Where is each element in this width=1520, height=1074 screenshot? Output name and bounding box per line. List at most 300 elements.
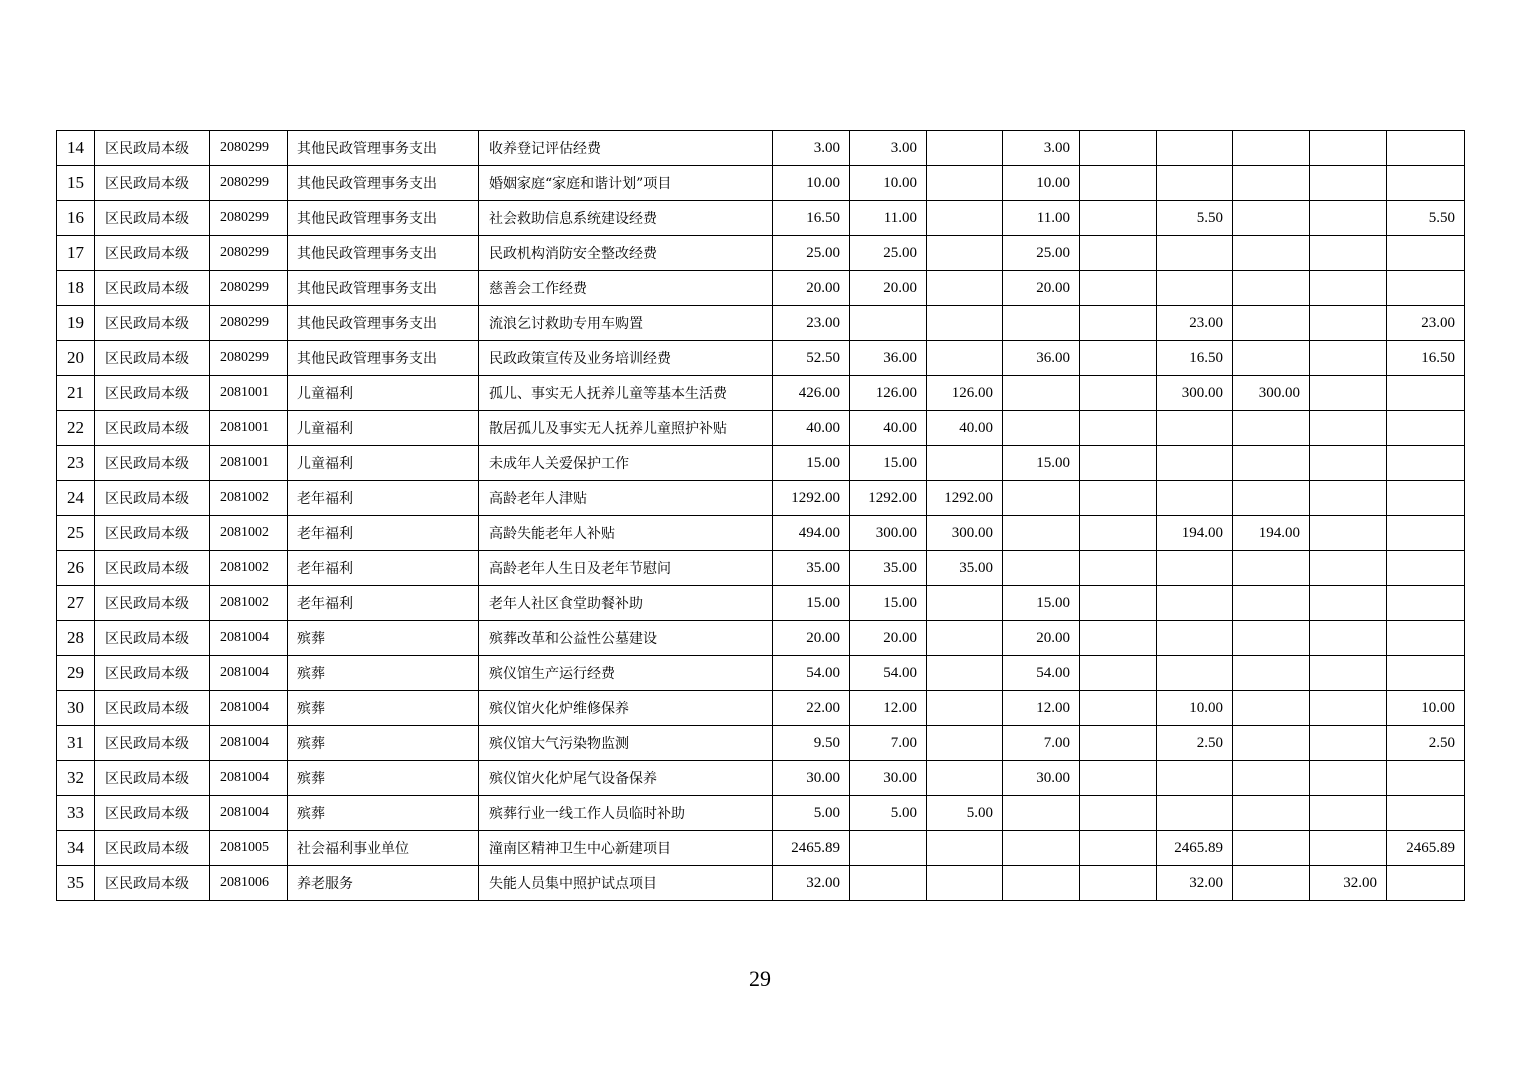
amount-col-2-cell: 15.00 [850,446,927,481]
function-code-cell: 2080299 [210,341,288,376]
table-row [57,516,1465,551]
amount-col-3-cell: 1292.00 [927,481,1003,516]
unit-name-cell: 区民政局本级 [95,866,210,901]
unit-name-cell: 区民政局本级 [95,691,210,726]
table-row [57,481,1465,516]
row-number-cell: 18 [57,271,95,306]
amount-col-9-cell [1387,376,1465,411]
row-number-cell: 14 [57,131,95,166]
amount-col-8-cell [1310,621,1387,656]
table-row [57,166,1465,201]
unit-name-cell: 区民政局本级 [95,621,210,656]
amount-col-5-cell [1080,341,1157,376]
amount-col-3-cell [927,656,1003,691]
amount-col-8-cell [1310,341,1387,376]
amount-col-4-cell [1003,796,1080,831]
amount-col-8-cell [1310,586,1387,621]
row-number-cell: 32 [57,761,95,796]
row-number-cell: 25 [57,516,95,551]
project-name-cell: 孤儿、事实无人抚养儿童等基本生活费 [479,376,773,411]
project-name-cell: 殡仪馆火化炉维修保养 [479,691,773,726]
function-code-cell: 2081001 [210,446,288,481]
amount-col-4-cell: 3.00 [1003,131,1080,166]
amount-col-4-cell: 30.00 [1003,761,1080,796]
amount-col-3-cell [927,586,1003,621]
amount-col-2-cell: 3.00 [850,131,927,166]
project-name-cell: 殡仪馆生产运行经费 [479,656,773,691]
amount-col-2-cell: 25.00 [850,236,927,271]
table-row [57,341,1465,376]
amount-col-8-cell [1310,306,1387,341]
amount-col-7-cell [1233,726,1310,761]
project-name-cell: 高龄老年人生日及老年节慰问 [479,551,773,586]
amount-col-5-cell [1080,376,1157,411]
amount-col-6-cell [1157,131,1233,166]
amount-col-9-cell [1387,656,1465,691]
total-amount-cell: 32.00 [773,866,850,901]
function-category-cell: 儿童福利 [288,376,479,411]
row-number-cell: 21 [57,376,95,411]
amount-col-5-cell [1080,586,1157,621]
unit-name-cell: 区民政局本级 [95,446,210,481]
amount-col-7-cell [1233,831,1310,866]
amount-col-6-cell: 10.00 [1157,691,1233,726]
amount-col-9-cell [1387,131,1465,166]
function-code-cell: 2081005 [210,831,288,866]
amount-col-3-cell [927,621,1003,656]
amount-col-7-cell [1233,586,1310,621]
amount-col-7-cell [1233,411,1310,446]
amount-col-4-cell: 10.00 [1003,166,1080,201]
function-category-cell: 其他民政管理事务支出 [288,271,479,306]
amount-col-6-cell [1157,446,1233,481]
amount-col-6-cell: 194.00 [1157,516,1233,551]
unit-name-cell: 区民政局本级 [95,656,210,691]
amount-col-7-cell [1233,761,1310,796]
total-amount-cell: 20.00 [773,621,850,656]
total-amount-cell: 54.00 [773,656,850,691]
total-amount-cell: 20.00 [773,271,850,306]
amount-col-3-cell: 5.00 [927,796,1003,831]
total-amount-cell: 494.00 [773,516,850,551]
function-category-cell: 其他民政管理事务支出 [288,201,479,236]
total-amount-cell: 5.00 [773,796,850,831]
table-row [57,691,1465,726]
function-code-cell: 2081006 [210,866,288,901]
amount-col-5-cell [1080,306,1157,341]
function-code-cell: 2081004 [210,691,288,726]
project-name-cell: 民政政策宣传及业务培训经费 [479,341,773,376]
amount-col-5-cell [1080,691,1157,726]
amount-col-3-cell: 300.00 [927,516,1003,551]
amount-col-8-cell [1310,551,1387,586]
total-amount-cell: 426.00 [773,376,850,411]
amount-col-7-cell [1233,131,1310,166]
amount-col-6-cell [1157,656,1233,691]
row-number-cell: 30 [57,691,95,726]
table-row [57,131,1465,166]
amount-col-9-cell [1387,761,1465,796]
amount-col-8-cell [1310,691,1387,726]
amount-col-4-cell: 20.00 [1003,271,1080,306]
amount-col-4-cell [1003,376,1080,411]
function-category-cell: 养老服务 [288,866,479,901]
function-category-cell: 殡葬 [288,691,479,726]
amount-col-3-cell [927,236,1003,271]
amount-col-7-cell [1233,446,1310,481]
amount-col-3-cell: 40.00 [927,411,1003,446]
amount-col-3-cell [927,201,1003,236]
amount-col-4-cell: 11.00 [1003,201,1080,236]
project-name-cell: 失能人员集中照护试点项目 [479,866,773,901]
amount-col-5-cell [1080,656,1157,691]
amount-col-6-cell: 300.00 [1157,376,1233,411]
amount-col-4-cell: 7.00 [1003,726,1080,761]
amount-col-9-cell: 23.00 [1387,306,1465,341]
table-row [57,621,1465,656]
unit-name-cell: 区民政局本级 [95,796,210,831]
page-number: 29 [749,966,771,991]
project-name-cell: 高龄老年人津贴 [479,481,773,516]
amount-col-8-cell: 32.00 [1310,866,1387,901]
table-row [57,236,1465,271]
amount-col-3-cell [927,306,1003,341]
budget-table [56,130,1465,901]
amount-col-7-cell: 194.00 [1233,516,1310,551]
row-number-cell: 34 [57,831,95,866]
amount-col-5-cell [1080,831,1157,866]
amount-col-3-cell: 35.00 [927,551,1003,586]
amount-col-9-cell [1387,271,1465,306]
amount-col-2-cell [850,831,927,866]
amount-col-9-cell: 2465.89 [1387,831,1465,866]
amount-col-7-cell [1233,866,1310,901]
amount-col-4-cell: 36.00 [1003,341,1080,376]
row-number-cell: 29 [57,656,95,691]
project-name-cell: 民政机构消防安全整改经费 [479,236,773,271]
table-row [57,586,1465,621]
table-row [57,866,1465,901]
amount-col-7-cell [1233,166,1310,201]
table-row [57,376,1465,411]
amount-col-2-cell: 10.00 [850,166,927,201]
table-row [57,656,1465,691]
amount-col-7-cell [1233,306,1310,341]
function-code-cell: 2081002 [210,551,288,586]
row-number-cell: 28 [57,621,95,656]
amount-col-7-cell [1233,796,1310,831]
row-number-cell: 19 [57,306,95,341]
table-row [57,446,1465,481]
amount-col-4-cell [1003,866,1080,901]
unit-name-cell: 区民政局本级 [95,166,210,201]
amount-col-8-cell [1310,481,1387,516]
amount-col-9-cell [1387,481,1465,516]
row-number-cell: 27 [57,586,95,621]
unit-name-cell: 区民政局本级 [95,481,210,516]
amount-col-6-cell [1157,551,1233,586]
amount-col-6-cell [1157,796,1233,831]
table-row [57,201,1465,236]
amount-col-2-cell: 7.00 [850,726,927,761]
amount-col-5-cell [1080,236,1157,271]
amount-col-6-cell [1157,166,1233,201]
amount-col-6-cell [1157,271,1233,306]
amount-col-5-cell [1080,271,1157,306]
function-category-cell: 殡葬 [288,726,479,761]
total-amount-cell: 2465.89 [773,831,850,866]
function-code-cell: 2081002 [210,586,288,621]
row-number-cell: 22 [57,411,95,446]
amount-col-8-cell [1310,516,1387,551]
table-row [57,306,1465,341]
amount-col-5-cell [1080,201,1157,236]
amount-col-2-cell: 30.00 [850,761,927,796]
function-category-cell: 儿童福利 [288,411,479,446]
amount-col-9-cell: 2.50 [1387,726,1465,761]
row-number-cell: 35 [57,866,95,901]
table-row [57,551,1465,586]
amount-col-8-cell [1310,166,1387,201]
function-category-cell: 其他民政管理事务支出 [288,131,479,166]
amount-col-5-cell [1080,551,1157,586]
amount-col-2-cell: 20.00 [850,621,927,656]
amount-col-9-cell [1387,866,1465,901]
project-name-cell: 社会救助信息系统建设经费 [479,201,773,236]
function-code-cell: 2080299 [210,131,288,166]
total-amount-cell: 22.00 [773,691,850,726]
table-body [57,131,1465,901]
project-name-cell: 高龄失能老年人补贴 [479,516,773,551]
amount-col-8-cell [1310,761,1387,796]
amount-col-3-cell [927,166,1003,201]
function-category-cell: 其他民政管理事务支出 [288,166,479,201]
function-code-cell: 2081004 [210,796,288,831]
amount-col-9-cell: 5.50 [1387,201,1465,236]
function-code-cell: 2080299 [210,306,288,341]
function-category-cell: 其他民政管理事务支出 [288,236,479,271]
project-name-cell: 殡仪馆大气污染物监测 [479,726,773,761]
unit-name-cell: 区民政局本级 [95,341,210,376]
amount-col-3-cell [927,271,1003,306]
amount-col-4-cell: 15.00 [1003,586,1080,621]
amount-col-8-cell [1310,376,1387,411]
total-amount-cell: 35.00 [773,551,850,586]
amount-col-2-cell: 300.00 [850,516,927,551]
amount-col-6-cell: 32.00 [1157,866,1233,901]
amount-col-9-cell [1387,796,1465,831]
amount-col-7-cell [1233,656,1310,691]
amount-col-8-cell [1310,831,1387,866]
amount-col-6-cell [1157,236,1233,271]
amount-col-3-cell [927,866,1003,901]
function-category-cell: 其他民政管理事务支出 [288,341,479,376]
row-number-cell: 20 [57,341,95,376]
amount-col-6-cell [1157,586,1233,621]
total-amount-cell: 16.50 [773,201,850,236]
table-row [57,796,1465,831]
amount-col-7-cell [1233,341,1310,376]
row-number-cell: 31 [57,726,95,761]
function-category-cell: 殡葬 [288,656,479,691]
amount-col-6-cell [1157,411,1233,446]
amount-col-6-cell [1157,761,1233,796]
unit-name-cell: 区民政局本级 [95,411,210,446]
amount-col-2-cell: 5.00 [850,796,927,831]
amount-col-5-cell [1080,516,1157,551]
unit-name-cell: 区民政局本级 [95,131,210,166]
amount-col-9-cell [1387,166,1465,201]
amount-col-5-cell [1080,166,1157,201]
amount-col-9-cell [1387,551,1465,586]
amount-col-8-cell [1310,411,1387,446]
amount-col-3-cell [927,691,1003,726]
function-code-cell: 2081004 [210,761,288,796]
unit-name-cell: 区民政局本级 [95,761,210,796]
amount-col-9-cell [1387,411,1465,446]
amount-col-3-cell [927,341,1003,376]
table-row [57,761,1465,796]
amount-col-8-cell [1310,236,1387,271]
unit-name-cell: 区民政局本级 [95,516,210,551]
function-category-cell: 社会福利事业单位 [288,831,479,866]
amount-col-9-cell [1387,621,1465,656]
amount-col-6-cell: 23.00 [1157,306,1233,341]
amount-col-8-cell [1310,656,1387,691]
function-code-cell: 2081002 [210,481,288,516]
function-category-cell: 老年福利 [288,516,479,551]
function-code-cell: 2080299 [210,166,288,201]
function-category-cell: 老年福利 [288,481,479,516]
row-number-cell: 23 [57,446,95,481]
function-category-cell: 殡葬 [288,621,479,656]
project-name-cell: 散居孤儿及事实无人抚养儿童照护补贴 [479,411,773,446]
project-name-cell: 殡葬行业一线工作人员临时补助 [479,796,773,831]
amount-col-2-cell: 1292.00 [850,481,927,516]
project-name-cell: 收养登记评估经费 [479,131,773,166]
function-code-cell: 2081002 [210,516,288,551]
amount-col-5-cell [1080,411,1157,446]
project-name-cell: 未成年人关爱保护工作 [479,446,773,481]
amount-col-2-cell: 20.00 [850,271,927,306]
amount-col-9-cell [1387,586,1465,621]
amount-col-2-cell: 35.00 [850,551,927,586]
amount-col-8-cell [1310,796,1387,831]
function-category-cell: 殡葬 [288,796,479,831]
unit-name-cell: 区民政局本级 [95,376,210,411]
row-number-cell: 26 [57,551,95,586]
amount-col-4-cell [1003,831,1080,866]
table-row [57,726,1465,761]
amount-col-2-cell: 126.00 [850,376,927,411]
amount-col-5-cell [1080,761,1157,796]
total-amount-cell: 15.00 [773,586,850,621]
amount-col-3-cell: 126.00 [927,376,1003,411]
amount-col-3-cell [927,726,1003,761]
row-number-cell: 17 [57,236,95,271]
unit-name-cell: 区民政局本级 [95,306,210,341]
amount-col-6-cell [1157,621,1233,656]
amount-col-6-cell [1157,481,1233,516]
amount-col-6-cell: 16.50 [1157,341,1233,376]
amount-col-9-cell [1387,236,1465,271]
amount-col-6-cell: 2.50 [1157,726,1233,761]
amount-col-7-cell [1233,621,1310,656]
total-amount-cell: 40.00 [773,411,850,446]
amount-col-4-cell: 20.00 [1003,621,1080,656]
amount-col-5-cell [1080,726,1157,761]
amount-col-4-cell [1003,411,1080,446]
amount-col-7-cell [1233,271,1310,306]
amount-col-4-cell: 15.00 [1003,446,1080,481]
function-code-cell: 2080299 [210,236,288,271]
amount-col-2-cell: 54.00 [850,656,927,691]
amount-col-2-cell: 12.00 [850,691,927,726]
amount-col-4-cell: 12.00 [1003,691,1080,726]
amount-col-6-cell: 2465.89 [1157,831,1233,866]
amount-col-2-cell: 40.00 [850,411,927,446]
amount-col-4-cell [1003,516,1080,551]
amount-col-5-cell [1080,131,1157,166]
unit-name-cell: 区民政局本级 [95,726,210,761]
amount-col-3-cell [927,831,1003,866]
amount-col-3-cell [927,761,1003,796]
total-amount-cell: 23.00 [773,306,850,341]
project-name-cell: 潼南区精神卫生中心新建项目 [479,831,773,866]
amount-col-2-cell: 36.00 [850,341,927,376]
total-amount-cell: 25.00 [773,236,850,271]
row-number-cell: 15 [57,166,95,201]
total-amount-cell: 9.50 [773,726,850,761]
amount-col-2-cell [850,306,927,341]
project-name-cell: 殡仪馆火化炉尾气设备保养 [479,761,773,796]
project-name-cell: 殡葬改革和公益性公墓建设 [479,621,773,656]
amount-col-7-cell [1233,201,1310,236]
function-code-cell: 2080299 [210,201,288,236]
total-amount-cell: 10.00 [773,166,850,201]
unit-name-cell: 区民政局本级 [95,236,210,271]
function-category-cell: 老年福利 [288,551,479,586]
amount-col-9-cell [1387,516,1465,551]
table-row [57,831,1465,866]
unit-name-cell: 区民政局本级 [95,201,210,236]
project-name-cell: 婚姻家庭“家庭和谐计划”项目 [479,166,773,201]
amount-col-8-cell [1310,726,1387,761]
amount-col-2-cell: 15.00 [850,586,927,621]
amount-col-9-cell: 10.00 [1387,691,1465,726]
amount-col-6-cell: 5.50 [1157,201,1233,236]
amount-col-7-cell [1233,691,1310,726]
amount-col-5-cell [1080,621,1157,656]
amount-col-7-cell [1233,236,1310,271]
amount-col-4-cell: 54.00 [1003,656,1080,691]
function-code-cell: 2081004 [210,621,288,656]
amount-col-8-cell [1310,271,1387,306]
unit-name-cell: 区民政局本级 [95,551,210,586]
row-number-cell: 33 [57,796,95,831]
amount-col-7-cell [1233,551,1310,586]
amount-col-4-cell [1003,481,1080,516]
row-number-cell: 16 [57,201,95,236]
function-category-cell: 其他民政管理事务支出 [288,306,479,341]
amount-col-5-cell [1080,446,1157,481]
amount-col-7-cell [1233,481,1310,516]
amount-col-5-cell [1080,481,1157,516]
function-code-cell: 2081001 [210,376,288,411]
amount-col-8-cell [1310,446,1387,481]
amount-col-5-cell [1080,796,1157,831]
amount-col-7-cell: 300.00 [1233,376,1310,411]
